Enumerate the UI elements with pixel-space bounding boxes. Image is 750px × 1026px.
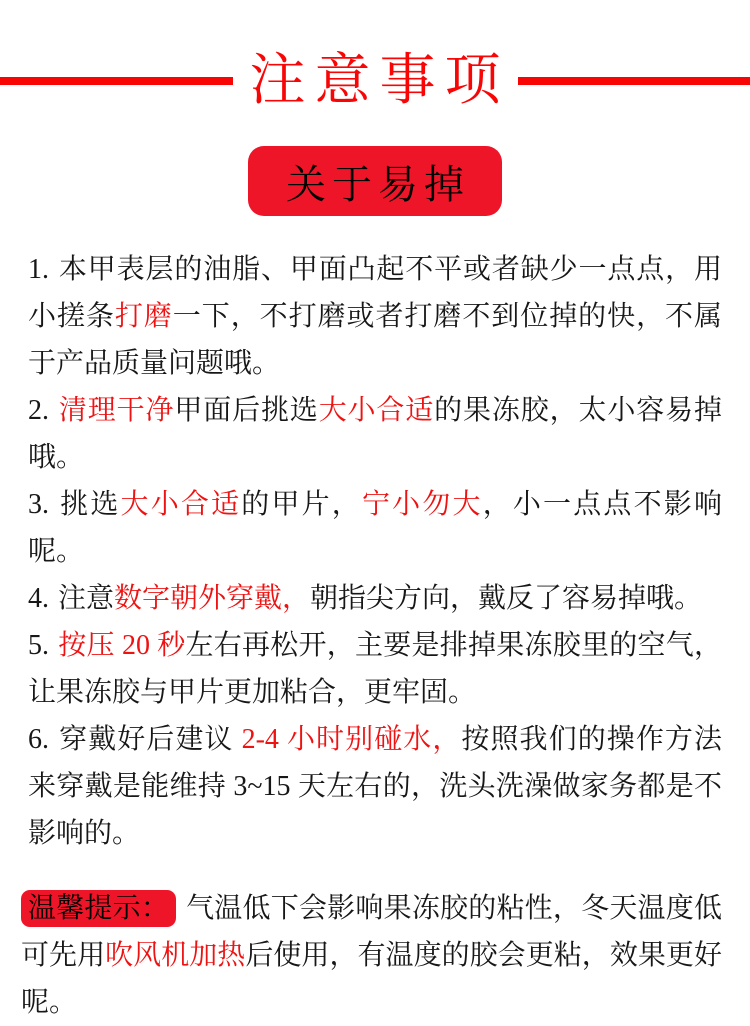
plain-text: 穿戴好后建议 bbox=[58, 724, 242, 755]
plain-text: 左右再松开，主要是排掉果冻胶里的空气，让果冻胶与甲片更加粘合，更牢固。 bbox=[28, 630, 722, 708]
note-text bbox=[28, 254, 722, 379]
plain-text: 后使用，有温度的胶会更粘，效果更好呢。 bbox=[21, 940, 722, 1018]
title-left-rule bbox=[0, 77, 233, 85]
highlighted-text: 吹风机加热 bbox=[105, 940, 245, 971]
note-number: 2. bbox=[28, 395, 49, 426]
page-title: 注意事项 bbox=[250, 50, 510, 112]
highlighted-text: 清理干净 bbox=[58, 395, 174, 426]
highlighted-text: 2-4 小时别碰水， bbox=[242, 724, 462, 755]
note-text bbox=[58, 583, 702, 614]
warm-tip bbox=[21, 885, 722, 1026]
plain-text: 本甲表层的油脂、甲面凸起不平或者缺少一点点，用小搓条 bbox=[28, 254, 722, 332]
note-item-6 bbox=[28, 716, 722, 857]
note-number: 1. bbox=[28, 254, 49, 285]
note-text bbox=[28, 724, 722, 849]
plain-text: 按照我们的操作方法来穿戴是能维持 3~15 天左右的，洗头洗澡做家务都是不影响的。 bbox=[28, 724, 722, 849]
plain-text: 气温低下会影响果冻胶的粘性，冬天温度低可先用 bbox=[21, 893, 722, 971]
plain-text: ，小一点点不影响呢。 bbox=[28, 489, 722, 567]
note-text bbox=[28, 630, 722, 708]
plain-text: 注意 bbox=[58, 583, 114, 614]
note-item-4 bbox=[28, 575, 722, 622]
note-text bbox=[28, 489, 722, 567]
plain-text: 挑选 bbox=[58, 489, 121, 520]
highlighted-text: 宁小勿大 bbox=[362, 489, 483, 520]
note-item-2 bbox=[28, 387, 722, 481]
note-number: 4. bbox=[28, 583, 49, 614]
plain-text: 一下，不打磨或者打磨不到位掉的快，不属于产品质量问题哦。 bbox=[28, 301, 722, 379]
note-number: 5. bbox=[28, 630, 49, 661]
highlighted-text: 大小合适 bbox=[319, 395, 434, 426]
tip-label-badge: 温馨提示： bbox=[21, 890, 176, 927]
note-number: 6. bbox=[28, 724, 49, 755]
header bbox=[0, 0, 750, 112]
note-item-3 bbox=[28, 481, 722, 575]
section-badge-label: 关于易掉 bbox=[280, 153, 470, 210]
highlighted-text: 打磨 bbox=[115, 301, 173, 332]
note-item-1 bbox=[28, 246, 722, 387]
note-text bbox=[28, 395, 722, 473]
highlighted-text: 大小合适 bbox=[121, 489, 242, 520]
note-item-5 bbox=[28, 622, 722, 716]
tip-paragraph bbox=[21, 885, 722, 1026]
plain-text: 朝指尖方向，戴反了容易掉哦。 bbox=[310, 583, 702, 614]
plain-text: 甲面后挑选 bbox=[174, 395, 318, 426]
highlighted-text: 数字朝外穿戴， bbox=[114, 583, 310, 614]
plain-text: 的甲片， bbox=[241, 489, 362, 520]
note-number: 3. bbox=[28, 489, 49, 520]
highlighted-text: 按压 20 秒 bbox=[58, 630, 186, 661]
notes-list bbox=[28, 246, 722, 857]
plain-text: 的果冻胶，太小容易掉哦。 bbox=[28, 395, 722, 473]
title-right-rule bbox=[518, 77, 750, 85]
section-badge bbox=[248, 146, 502, 216]
